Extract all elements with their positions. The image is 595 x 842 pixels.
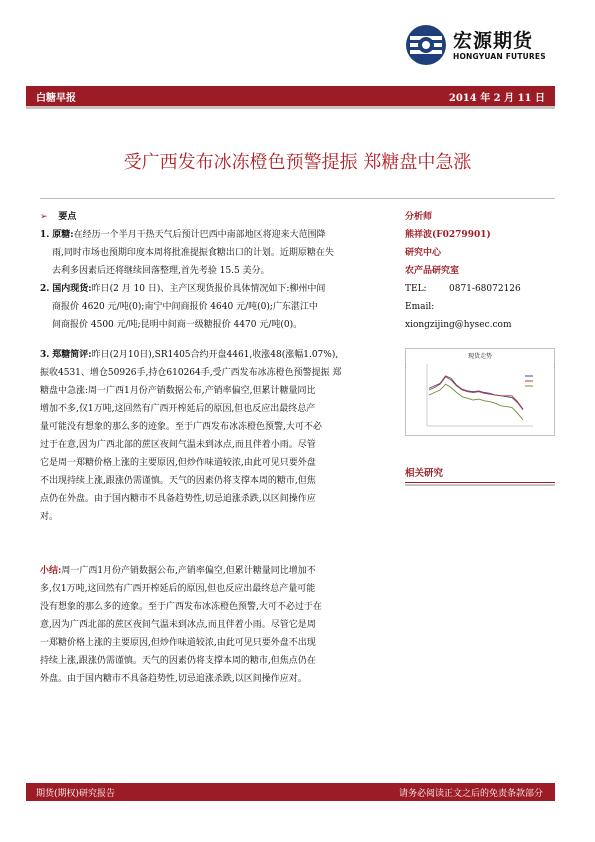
email-link[interactable]: xiongzijing@hysec.com bbox=[405, 320, 512, 330]
summary: 小结:周一广西1月份产销数据公布,产销率偏空,但累计糖量同比增加不 多,仅1万吨,这回然有广西开榨延后的原因,但也反应出最终总产量可能 没有想象的那么多的迹象。至于广西发布冰冻橙色预警,大可不必过于在 意,因为广西北部的蔗区夜间气温未到冰点,而且伴着小雨。尽管它是周 一郑糖价格上涨的主要原因,但炒作味道较浓,由此可见只要外盘不出现 持续上涨,跟涨仍需谨慎。天气的因素仍将支撑本周的糖市,但焦点仍在 外盘。由于国内糖市不具备趋势性,切忌追涨杀跌,以区间操作应对。 bbox=[40, 566, 322, 684]
report-date: 2014 年 2 月 11 日 bbox=[448, 93, 545, 104]
report-title: 受广西发布冰冻橙色预警提振 郑糖盘中急涨 bbox=[123, 152, 472, 173]
key-point-raw-sugar: 1. 原糖:在经历一个半月干热天气后预计巴西中南部地区将迎来大范围降 雨,同时市场也预期印度本周将批准提振食糖出口的计划。近期原糖在失 去利多因素后还将继续回落整理,首先考验 15.5 美分。 bbox=[40, 230, 334, 276]
analyst-subdept: 农产品研究室 bbox=[405, 266, 460, 276]
brand-name-en: HONGYUAN FUTURES bbox=[453, 52, 546, 61]
main-content bbox=[40, 208, 390, 688]
analyst-dept: 研究中心 bbox=[405, 248, 442, 258]
key-point-zhengzhou-sugar: 3. 郑糖简评:昨日(2月10日),SR1405合约开盘4461,收涨48(涨幅1.07%), 振收4531、增仓50926手,持仓610264手,受广西发布冰冻橙色预警提振 郑 糖盘中急涨:周一广西1月份产销数据公布,产销率偏空,但累计糖量同比 增加不多,仅1万吨,这回然有广西开榨延后的原因,但也反应出最终总产 量可能没有想象的那么多的迹象。至于广西发布冰冻橙色预警,大可不必 过于在意,因为广西北部的蔗区夜间气温未到冰点,而且伴着小雨。尽管 它是周一郑糖价格上涨的主要原因,但炒作味道较浓,由此可见只要外盘 不出现持续上涨,跟涨仍需谨慎。天气的因素仍将支撑本周的糖市,但焦 点仍在外盘。由于国内糖市不具备趋势性,切忌追涨杀跌,以区间操作应 对。 bbox=[40, 350, 342, 522]
header-bar-shadow bbox=[26, 106, 555, 109]
footer-bar bbox=[26, 783, 555, 801]
chart-svg bbox=[405, 348, 555, 436]
chart-title: 现货走势 bbox=[467, 353, 493, 360]
analyst-name: 熊祥波(F0279901) bbox=[405, 230, 491, 240]
logo-mark-icon bbox=[405, 24, 447, 66]
arrow-icon: ➢ bbox=[40, 212, 48, 222]
spot-trend-chart bbox=[405, 348, 555, 436]
key-points-heading: ➢ 要点 bbox=[40, 212, 77, 222]
related-research-heading: 相关研究 bbox=[405, 466, 555, 483]
footer-disclaimer: 请务必阅读正文之后的免责条款部分 bbox=[398, 789, 543, 799]
footer-report-type: 期货(期权)研究报告 bbox=[36, 789, 116, 799]
company-logo bbox=[405, 24, 550, 70]
analyst-email: Email:xiongzijing@hysec.com bbox=[405, 302, 512, 330]
header-bar bbox=[26, 86, 555, 106]
sidebar bbox=[405, 208, 555, 486]
divider bbox=[405, 484, 555, 486]
key-point-domestic-spot: 2. 国内现货:昨日(2 月 10 日)、主产区现货报价具体情况如下:柳州中间 商报价 4620 元/吨(0);南宁中间商报价 4640 元/吨(0);广东湛江中 间商报价 4500 元/吨;昆明中间商一级糖报价 4470 元/吨(0)。 bbox=[40, 284, 326, 330]
analyst-heading: 分析师 bbox=[405, 212, 433, 222]
report-type: 白糖早报 bbox=[36, 93, 76, 104]
analyst-tel: TEL: 0871-68072126 bbox=[405, 284, 521, 294]
divider bbox=[40, 198, 555, 199]
brand-name-cn: 宏源期货 bbox=[453, 30, 534, 52]
